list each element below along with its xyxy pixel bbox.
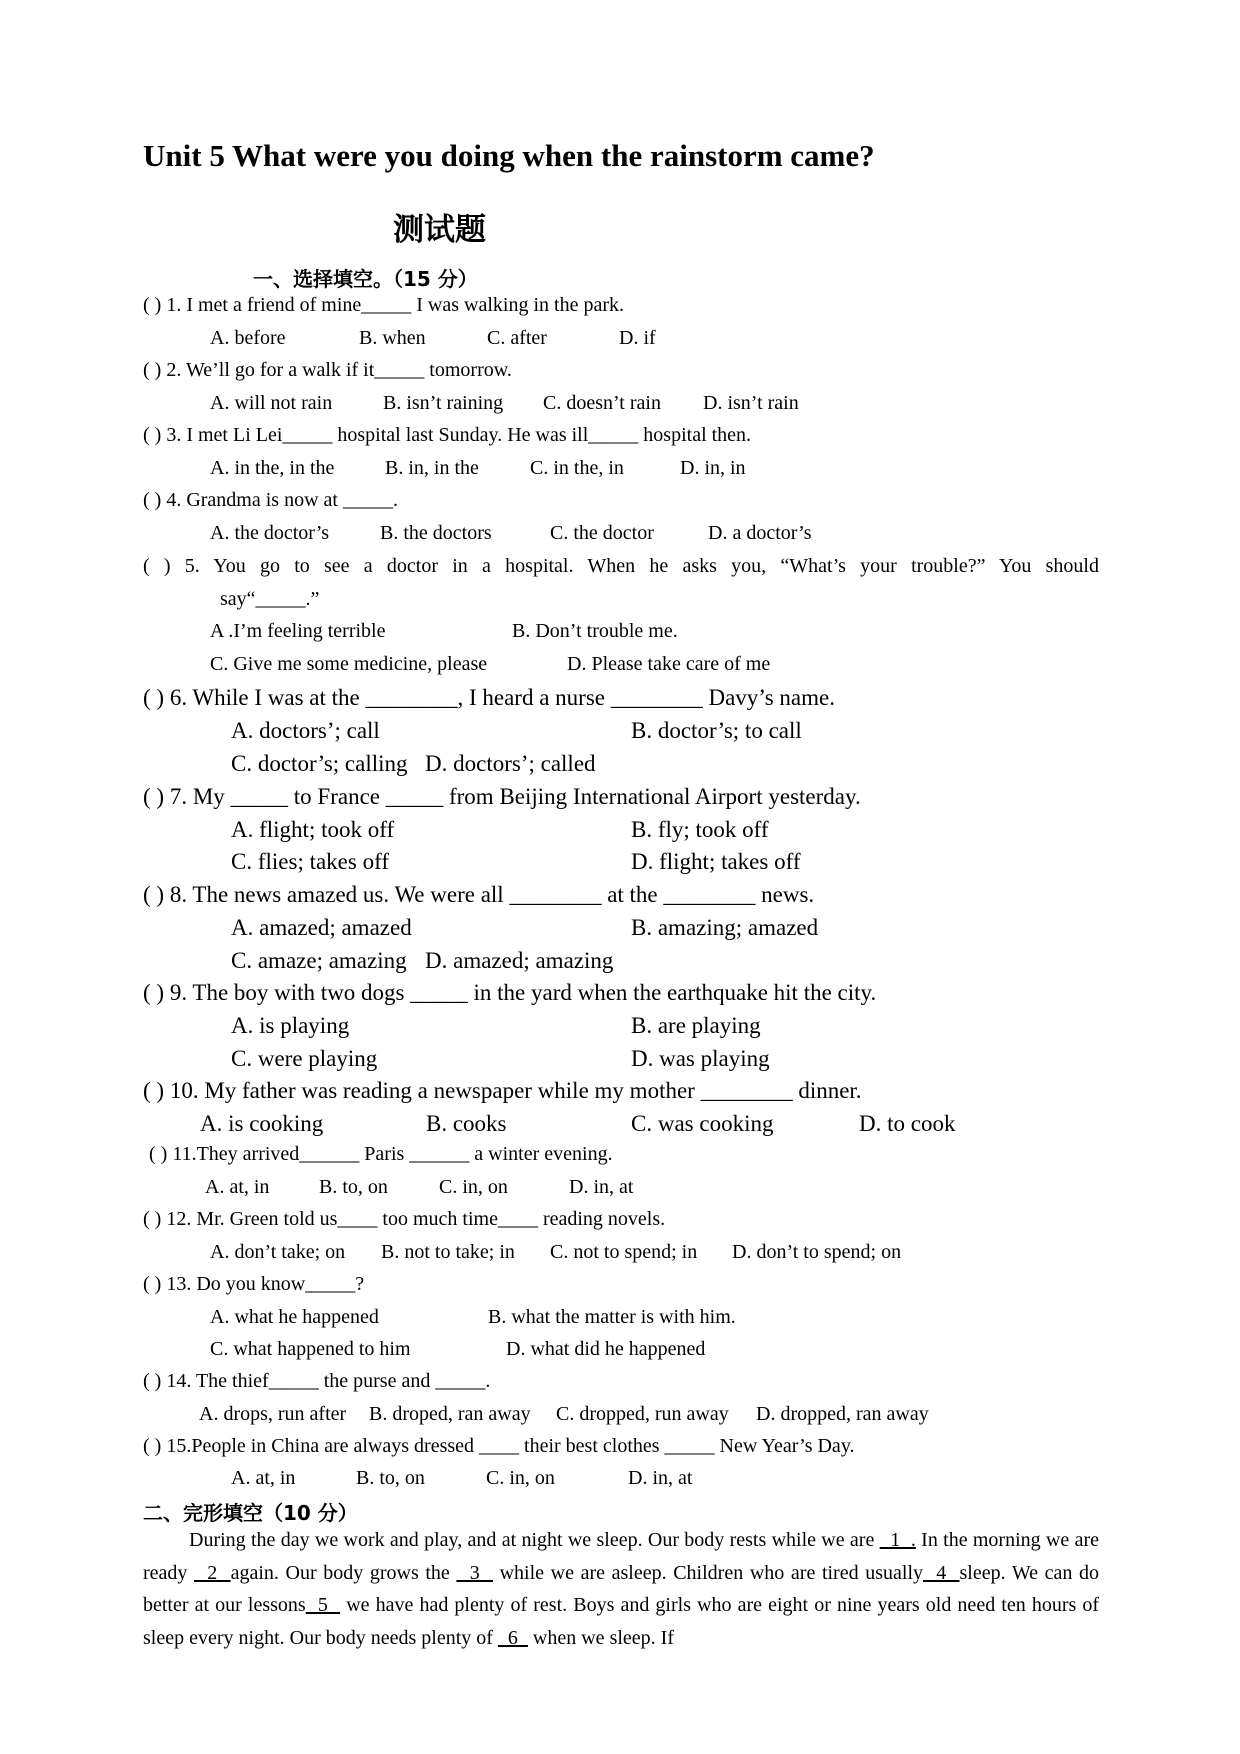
question-15-option-c: C. in, on bbox=[486, 1467, 555, 1489]
question-1-option-c: C. after bbox=[487, 327, 547, 349]
question-3-option-a: A. in the, in the bbox=[210, 457, 335, 479]
passage-text: sleep. We can do better at our lessons bbox=[143, 1561, 1100, 1616]
passage-text: In the morning we are ready bbox=[143, 1529, 1099, 1584]
question-6-option-b: B. doctor’s; to call bbox=[631, 718, 802, 743]
question-8-stem: ( ) 8. The news amazed us. We were all ________ at the ________ news. bbox=[143, 882, 815, 907]
passage-blank-1: 1 . bbox=[879, 1529, 916, 1551]
question-11-option-d: D. in, at bbox=[569, 1176, 634, 1198]
question-13-stem: ( ) 13. Do you know_____? bbox=[143, 1273, 365, 1295]
passage-text: we have had plenty of rest. Boys and girls who are eight or nine years old need ten hours of sleep every night. Our body needs plenty of bbox=[143, 1594, 1100, 1649]
question-1-option-b: B. when bbox=[359, 327, 426, 349]
question-13-option-b: B. what the matter is with him. bbox=[488, 1306, 736, 1328]
question-5-stem-continuation: say“_____.” bbox=[220, 588, 320, 610]
question-8-option-b: B. amazing; amazed bbox=[631, 915, 819, 940]
question-11-stem: ( ) 11.They arrived______ Paris ______ a winter evening. bbox=[149, 1143, 613, 1165]
passage-text: when we sleep. If bbox=[527, 1626, 674, 1649]
question-4-option-c: C. the doctor bbox=[550, 522, 654, 544]
question-1-option-a: A. before bbox=[210, 327, 286, 349]
question-7-option-a: A. flight; took off bbox=[231, 817, 395, 842]
question-12-option-c: C. not to spend; in bbox=[550, 1241, 698, 1263]
passage-text: During the day we work and play, and at night we sleep. Our body rests while we are bbox=[189, 1529, 880, 1551]
question-9-option-c: C. were playing bbox=[231, 1046, 378, 1071]
page-subtitle: 测试题 bbox=[393, 212, 486, 248]
question-5-option-b: B. Don’t trouble me. bbox=[512, 620, 678, 642]
question-5-option-c: C. Give me some medicine, please bbox=[210, 653, 488, 675]
page-title: Unit 5 What were you doing when the rainstorm came? bbox=[143, 138, 875, 173]
question-2-option-d: D. isn’t rain bbox=[703, 392, 799, 414]
section-1-heading: 一、选择填空。（15 分） bbox=[253, 267, 478, 291]
question-2-option-c: C. doesn’t rain bbox=[543, 392, 661, 414]
question-9-option-b: B. are playing bbox=[631, 1013, 761, 1038]
question-3-stem: ( ) 3. I met Li Lei_____ hospital last Sunday. He was ill_____ hospital then. bbox=[143, 424, 752, 446]
question-10-stem: ( ) 10. My father was reading a newspaper while my mother ________ dinner. bbox=[143, 1078, 862, 1103]
question-3-option-c: C. in the, in bbox=[530, 457, 624, 479]
question-14-option-a: A. drops, run after bbox=[199, 1403, 347, 1425]
passage-text: while we are asleep. Children who are tired usually bbox=[492, 1561, 923, 1584]
question-12-option-b: B. not to take; in bbox=[381, 1241, 515, 1263]
question-9-stem: ( ) 9. The boy with two dogs _____ in the yard when the earthquake hit the city. bbox=[143, 980, 877, 1005]
question-3-option-b: B. in, in the bbox=[385, 457, 479, 479]
question-15-option-b: B. to, on bbox=[356, 1467, 425, 1489]
question-13-option-a: A. what he happened bbox=[210, 1306, 379, 1328]
question-6-option-d: D. doctors’; called bbox=[425, 751, 596, 776]
question-2-option-a: A. will not rain bbox=[210, 392, 333, 414]
question-7-option-b: B. fly; took off bbox=[631, 817, 769, 842]
section-2-heading: 二、完形填空（10 分） bbox=[143, 1501, 358, 1525]
question-7-option-c: C. flies; takes off bbox=[231, 849, 389, 874]
question-2-option-b: B. isn’t raining bbox=[383, 392, 504, 414]
question-14-option-d: D. dropped, ran away bbox=[756, 1403, 929, 1425]
question-4-stem: ( ) 4. Grandma is now at _____. bbox=[143, 489, 398, 511]
passage-blank-6: 6 bbox=[497, 1626, 528, 1649]
question-11-option-a: A. at, in bbox=[205, 1176, 270, 1198]
question-10-option-b: B. cooks bbox=[426, 1111, 507, 1136]
question-9-option-a: A. is playing bbox=[231, 1013, 350, 1038]
question-15-stem: ( ) 15.People in China are always dressed ____ their best clothes _____ New Year’s Day. bbox=[143, 1435, 855, 1457]
question-10-option-a: A. is cooking bbox=[200, 1111, 324, 1136]
question-12-option-a: A. don’t take; on bbox=[210, 1241, 346, 1263]
question-3-option-d: D. in, in bbox=[680, 457, 746, 479]
question-14-stem: ( ) 14. The thief_____ the purse and _____. bbox=[143, 1370, 491, 1392]
question-7-option-d: D. flight; takes off bbox=[631, 849, 801, 874]
question-5-option-d: D. Please take care of me bbox=[567, 653, 771, 675]
passage-blank-4: 4 bbox=[923, 1561, 960, 1584]
question-6-stem: ( ) 6. While I was at the ________, I heard a nurse ________ Davy’s name. bbox=[143, 685, 835, 710]
question-13-option-d: D. what did he happened bbox=[506, 1338, 706, 1360]
passage-text: again. Our body grows the bbox=[230, 1561, 457, 1584]
question-8-option-c: C. amaze; amazing bbox=[231, 948, 407, 973]
question-9-option-d: D. was playing bbox=[631, 1046, 770, 1071]
question-8-option-a: A. amazed; amazed bbox=[231, 915, 412, 940]
question-7-stem: ( ) 7. My _____ to France _____ from Beijing International Airport yesterday. bbox=[143, 784, 861, 809]
question-5-stem: ( ) 5. You go to see a doctor in a hospital. When he asks you, “What’s your trouble?” You should bbox=[143, 555, 1099, 577]
question-14-option-c: C. dropped, run away bbox=[556, 1403, 729, 1425]
question-5-option-a: A .I’m feeling terrible bbox=[210, 620, 386, 642]
question-2-stem: ( ) 2. We’ll go for a walk if it_____ tomorrow. bbox=[143, 359, 512, 381]
passage-blank-2: 2 bbox=[194, 1561, 231, 1584]
question-14-option-b: B. droped, ran away bbox=[369, 1403, 531, 1425]
question-12-option-d: D. don’t to spend; on bbox=[732, 1241, 902, 1263]
question-15-option-d: D. in, at bbox=[628, 1467, 693, 1489]
question-8-option-d: D. amazed; amazing bbox=[425, 948, 614, 973]
passage-blank-3: 3 bbox=[456, 1561, 493, 1584]
question-6-option-c: C. doctor’s; calling bbox=[231, 751, 408, 776]
question-10-option-d: D. to cook bbox=[859, 1111, 956, 1136]
question-4-option-b: B. the doctors bbox=[380, 522, 492, 544]
question-11-option-b: B. to, on bbox=[319, 1176, 388, 1198]
question-6-option-a: A. doctors’; call bbox=[231, 718, 380, 743]
question-1-stem: ( ) 1. I met a friend of mine_____ I was walking in the park. bbox=[143, 294, 624, 316]
question-13-option-c: C. what happened to him bbox=[210, 1338, 411, 1360]
question-4-option-d: D. a doctor’s bbox=[708, 522, 812, 544]
question-4-option-a: A. the doctor’s bbox=[210, 522, 330, 544]
question-12-stem: ( ) 12. Mr. Green told us____ too much time____ reading novels. bbox=[143, 1208, 666, 1230]
cloze-passage bbox=[143, 1524, 1099, 1654]
question-1-option-d: D. if bbox=[619, 327, 656, 349]
question-10-option-c: C. was cooking bbox=[631, 1111, 774, 1136]
question-15-option-a: A. at, in bbox=[231, 1467, 296, 1489]
question-11-option-c: C. in, on bbox=[439, 1176, 508, 1198]
passage-blank-5: 5 bbox=[305, 1594, 341, 1616]
